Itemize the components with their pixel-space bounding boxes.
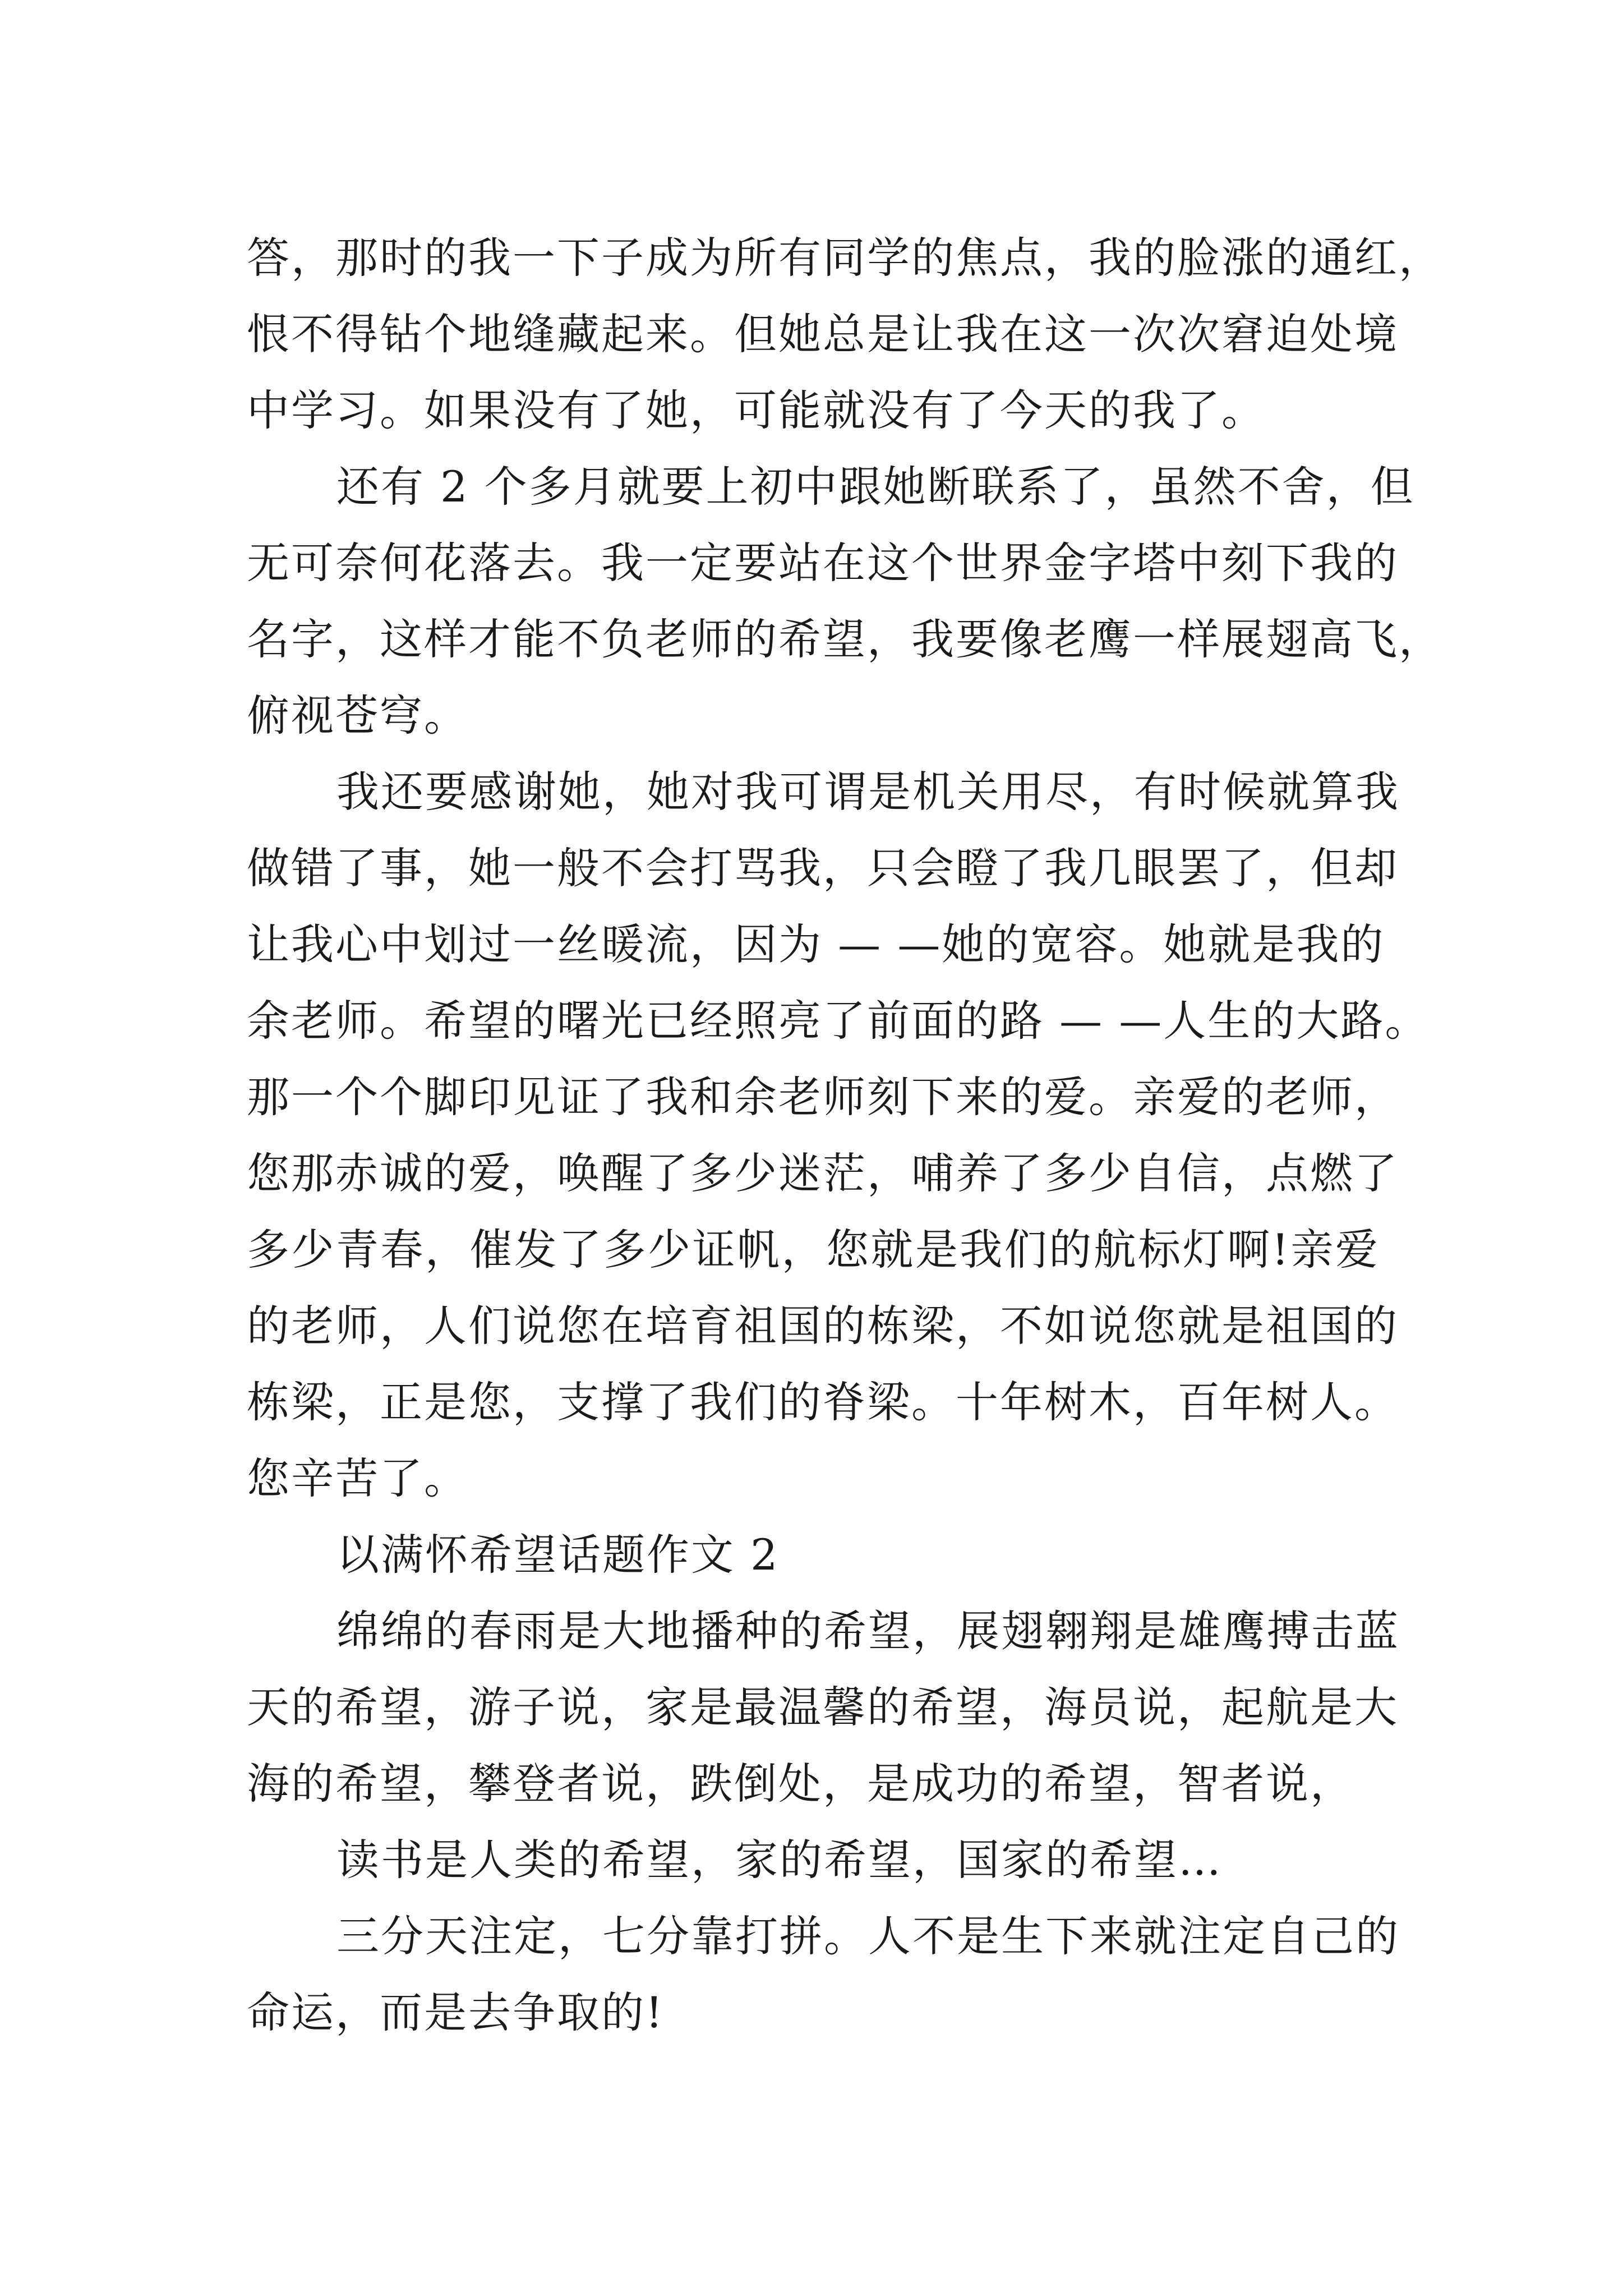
text-line: 多少青春，催发了多少证帆，您就是我们的航标灯啊!亲爱 [247, 1225, 1380, 1274]
text-line: 中学习。如果没有了她，可能就没有了今天的我了。 [247, 385, 1266, 435]
text-line: 俯视苍穹。 [247, 691, 468, 740]
text-line: 您那赤诚的爱，唤醒了多少迷茫，哺养了多少自信，点燃了 [247, 1148, 1399, 1198]
section-heading: 以满怀希望话题作文 2 [336, 1530, 780, 1580]
text-line: 还有 2 个多月就要上初中跟她断联系了，虽然不舍，但 [336, 462, 1415, 512]
text-line: 我还要感谢她，她对我可谓是机关用尽，有时候就算我 [336, 767, 1400, 817]
text-line: 名字，这样才能不负老师的希望，我要像老鹰一样展翅高飞， [247, 614, 1443, 664]
text-line: 绵绵的春雨是大地播种的希望，展翅翱翔是雄鹰搏击蓝 [336, 1606, 1400, 1656]
text-line: 恨不得钻个地缝藏起来。但她总是让我在这一次次窘迫处境 [247, 309, 1399, 359]
text-line: 您辛苦了。 [247, 1453, 468, 1503]
text-line: 做错了事，她一般不会打骂我，只会瞪了我几眼罢了，但却 [247, 843, 1399, 893]
document-body [247, 220, 1443, 2051]
text-line: 那一个个脚印见证了我和余老师刻下来的爱。亲爱的老师， [247, 1072, 1399, 1122]
text-line: 海的希望，攀登者说，跌倒处，是成功的希望，智者说， [247, 1759, 1354, 1809]
text-line: 余老师。希望的曙光已经照亮了前面的路 — —人生的大路。 [247, 996, 1430, 1046]
text-line: 读书是人类的希望，家的希望，国家的希望… [336, 1835, 1223, 1885]
text-line: 答，那时的我一下子成为所有同学的焦点，我的脸涨的通红， [247, 233, 1443, 283]
text-line: 天的希望，游子说，家是最温馨的希望，海员说，起航是大 [247, 1682, 1399, 1732]
text-line: 无可奈何花落去。我一定要站在这个世界金字塔中刻下我的 [247, 538, 1399, 588]
text-line: 的老师，人们说您在培育祖国的栋梁，不如说您就是祖国的 [247, 1301, 1399, 1351]
text-line: 命运，而是去争取的! [247, 1987, 665, 2037]
text-line: 三分天注定，七分靠打拼。人不是生下来就注定自己的 [336, 1911, 1400, 1961]
text-line: 让我心中划过一丝暖流，因为 — —她的宽容。她就是我的 [247, 919, 1385, 969]
text-line: 栋梁，正是您，支撑了我们的脊梁。十年树木，百年树人。 [247, 1377, 1399, 1427]
